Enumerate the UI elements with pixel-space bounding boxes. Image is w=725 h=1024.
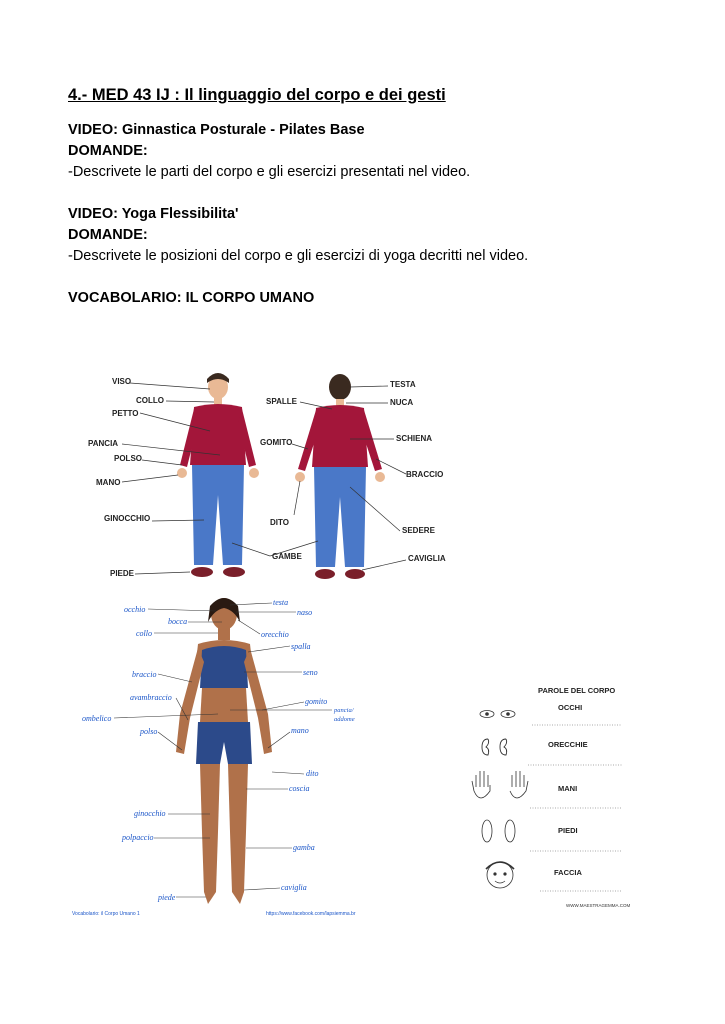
label2-coscia: coscia <box>289 784 310 793</box>
label2-ombelico: ombelico <box>82 714 112 723</box>
label2-testa: testa <box>273 598 289 607</box>
label2-piede: piede <box>158 893 176 902</box>
label2-polso: polso <box>140 727 158 736</box>
video1-domande: DOMANDE: <box>68 143 148 159</box>
label-gomito: GOMITO <box>260 438 293 447</box>
front-person-illustration <box>177 373 259 577</box>
label2-braccio: braccio <box>132 670 157 679</box>
label2-spalla: spalla <box>291 642 311 651</box>
label-piede: PIEDE <box>110 569 135 578</box>
figure2-footer-right: https://www.facebook.com/lapsiemma.br <box>266 911 356 917</box>
worksheet-item-piedi: PIEDI <box>558 826 578 835</box>
label2-caviglia: caviglia <box>281 883 307 892</box>
label-petto: PETTO <box>112 409 139 418</box>
label2-bocca: bocca <box>168 617 188 626</box>
worksheet-footer: WWW.MAESTRAGEMMA.COM <box>566 903 631 908</box>
label-dito: DITO <box>270 518 289 527</box>
label2-dito: dito <box>306 769 319 778</box>
video1-title: VIDEO: Ginnastica Posturale - Pilates Base <box>68 122 365 138</box>
label2-seno: seno <box>303 668 318 677</box>
worksheet-item-orecchie: ORECCHIE <box>548 740 588 749</box>
worksheet-item-faccia: FACCIA <box>554 868 582 877</box>
video2-domande: DOMANDE: <box>68 227 148 243</box>
label2-naso: naso <box>297 608 313 617</box>
label-gambe: GAMBE <box>272 552 302 561</box>
eyes-icon <box>480 711 515 718</box>
face-icon <box>486 862 514 888</box>
figure2-footer-left: Vocabolario: il Corpo Umano 1 <box>72 911 140 917</box>
worksheet-item-mani: MANI <box>558 784 578 793</box>
feet-icon <box>482 820 515 842</box>
page-heading: 4.- MED 43 IJ : Il linguaggio del corpo e dei gesti <box>68 86 446 104</box>
label-spalle: SPALLE <box>266 397 297 406</box>
ears-icon <box>482 739 507 755</box>
label-mano: MANO <box>96 478 121 487</box>
body-parts-figure-woman <box>70 592 380 920</box>
label-ginocchio: GINOCCHIO <box>104 514 151 523</box>
label-caviglia: CAVIGLIA <box>408 554 446 563</box>
video2-title: VIDEO: Yoga Flessibilita' <box>68 206 239 222</box>
label2-gamba: gamba <box>293 843 315 852</box>
label2-collo: collo <box>136 629 152 638</box>
label2-avambraccio: avambraccio <box>130 693 172 702</box>
label2-ginocchio: ginocchio <box>134 809 166 818</box>
label-nuca: NUCA <box>390 398 414 407</box>
label-collo: COLLO <box>136 396 164 405</box>
label-schiena: SCHIENA <box>396 434 433 443</box>
label2-pancia: pancia/ <box>334 707 354 714</box>
vocab-title: VOCABOLARIO: IL CORPO UMANO <box>68 290 315 306</box>
worksheet-item-occhi: OCCHI <box>558 703 583 712</box>
video1-question: -Descrivete le parti del corpo e gli esercizi presentati nel video. <box>68 164 471 180</box>
video2-question: -Descrivete le posizioni del corpo e gli esercizi di yoga decritti nel video. <box>68 248 529 264</box>
label-sedere: SEDERE <box>402 526 435 535</box>
label2-addome: addome <box>334 716 355 723</box>
label-pancia: PANCIA <box>88 439 119 448</box>
label2-mano: mano <box>291 726 309 735</box>
label2-polpaccio: polpaccio <box>122 833 154 842</box>
woman-illustration <box>176 598 272 904</box>
label2-orecchio: orecchio <box>261 630 289 639</box>
body-parts-figure-front-back <box>70 365 446 595</box>
label-polso: POLSO <box>114 454 143 463</box>
parole-del-corpo-worksheet <box>470 683 635 913</box>
label2-gomito: gomito <box>305 697 328 706</box>
label-braccio: BRACCIO <box>406 470 444 479</box>
back-person-illustration <box>295 374 385 579</box>
worksheet-title: PAROLE DEL CORPO <box>538 686 616 695</box>
hands-icon <box>472 771 528 798</box>
label2-occhio: occhio <box>124 605 146 614</box>
label-testa: TESTA <box>390 380 416 389</box>
label-viso: VISO <box>112 377 132 386</box>
